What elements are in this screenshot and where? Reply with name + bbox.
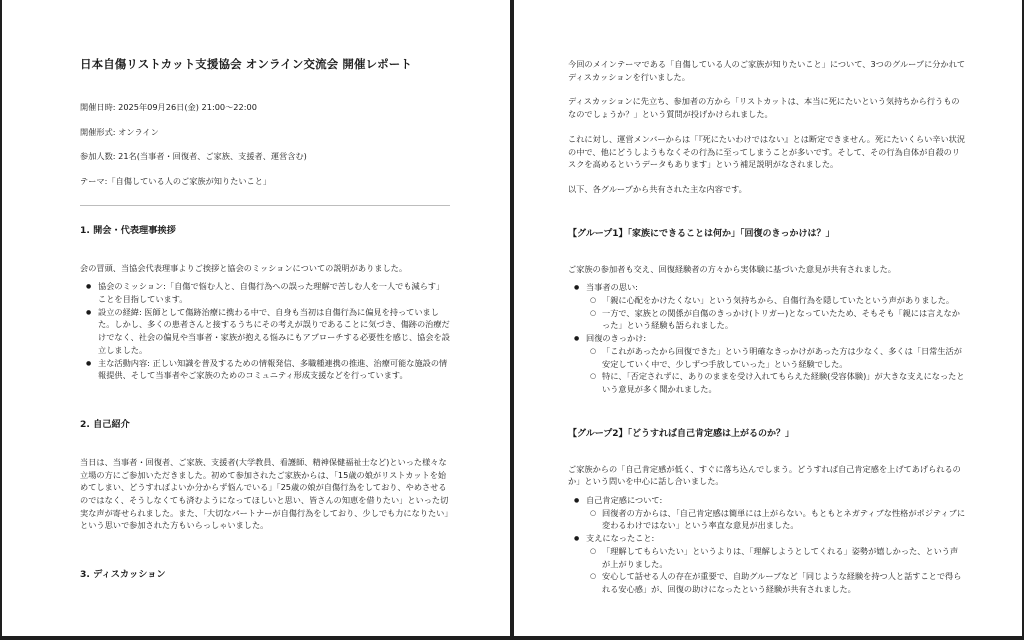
- paragraph: 以下、各グループから共有された主な内容です。: [568, 183, 747, 194]
- document-page-left: [2, 0, 510, 636]
- group1-intro: ご家族の参加者も交え、回復経験者の方々から実体験に基づいた意見が共有されました。: [568, 263, 896, 274]
- section-opening-intro: 会の冒頭、当協会代表理事よりご挨拶と協会のミッションについての説明がありました。: [80, 262, 408, 273]
- list-item: ● 協会のミッション:「自傷で悩む人と、自傷行為への誤った理解で苦しむ人を一人でも減らす」ことを目指しています。: [98, 280, 450, 305]
- document-page-right: [514, 0, 1022, 636]
- section-heading-discussion: 3. ディスカッション: [80, 569, 166, 581]
- list-item: ● 設立の経緯: 医師として傷跡治療に携わる中で、自身も当初は自傷行為に偏見を持っていました。しかし、多くの患者さんと接するうちにその考えが誤りであることに気づき、傷跡の治療だけでなく、社会の偏見や当事者・家族が抱える悩みにもアプローチする必要性を感じ、協会を設立しました。: [98, 306, 450, 357]
- sub-list-item: ○ 「これがあったから回復できた」という明確なきっかけがあった方は少なく、多くは「日常生活が安定していく中で、少しずつ手放していった」という経験でした。: [602, 345, 966, 370]
- event-date: 開催日時: 2025年09月26日(金) 21:00～22:00: [80, 102, 257, 112]
- list-item: [586, 281, 966, 332]
- group2-intro: ご家族からの「自己肯定感が低く、すぐに落ち込んでしまう。どうすれば自己肯定感を上げてあげられるのか」という問いを中心に話し合いました。: [568, 463, 961, 487]
- event-format: 開催形式: オンライン: [80, 126, 159, 137]
- group1-list: [568, 281, 966, 395]
- group2-list: [568, 494, 966, 596]
- opening-bullet-list: [80, 280, 450, 382]
- list-item-label: 回復のきっかけ:: [586, 333, 647, 344]
- sub-list-item: ○ 「理解してもらいたい」というよりは、「理解しようとしてくれる」姿勢が嬉しかった、という声が上がりました。: [602, 545, 966, 570]
- list-item-label: 当事者の思い:: [586, 282, 638, 293]
- paragraph: これに対し、運営メンバーからは「『死にたいわけではない』とは断定できません。死にたいくらい辛い状況の中で、他にどうしようもなくその行為に至ってしまうことが多いです。そして、その行為自体が自殺のリスクを高めるというデータもあります」という補足説明がなされました。: [568, 133, 966, 170]
- report-title: 日本自傷リストカット支援協会 オンライン交流会 開催レポート: [80, 57, 412, 71]
- list-item: [586, 532, 966, 596]
- list-item: [586, 332, 966, 396]
- group2-heading: 【グループ2】「どうすれば自己肯定感は上がるのか？」: [568, 428, 795, 439]
- list-item-label: 支えになったこと:: [586, 533, 655, 544]
- horizontal-divider: [80, 205, 450, 206]
- list-item: [586, 494, 966, 532]
- group1-heading: 【グループ1】「家族にできることは何か」「回復のきっかけは？」: [568, 228, 835, 239]
- section-heading-introductions: 2. 自己紹介: [80, 418, 130, 430]
- sub-list-item: ○ 特に、「否定されずに、ありのままを受け入れてもらえた経験(受容体験)」が大きな支えになったという意見が多く聞かれました。: [602, 370, 966, 395]
- list-item-label: 自己肯定感について:: [586, 495, 663, 506]
- event-participants: 参加人数: 21名(当事者・回復者、ご家族、支援者、運営含む): [80, 151, 307, 162]
- sub-list-item: ○ 安心して話せる人の存在が重要で、自助グループなど「同じような経験を持つ人と話すことで得られる安心感」が、回復の助けになったという経験が共有されました。: [602, 570, 966, 595]
- event-theme: テーマ:「自傷している人のご家族が知りたいこと」: [80, 175, 272, 186]
- section-heading-opening: 1. 開会・代表理事挨拶: [80, 224, 176, 236]
- sub-list-item: ○ 一方で、家族との関係が自傷のきっかけ(トリガー)となっていたため、そもそも「親には言えなかった」という経験も語られました。: [602, 307, 966, 332]
- sub-list-item: ○ 回復者の方からは、「自己肯定感は簡単には上がらない。もともとネガティブな性格がポジティブに変わるわけではない」という率直な意見が出ました。: [602, 507, 966, 532]
- sub-list-item: ○ 「親に心配をかけたくない」という気持ちから、自傷行為を隠していたという声がありました。: [602, 294, 966, 307]
- paragraph: 今回のメインテーマである「自傷している人のご家族が知りたいこと」について、3つのグループに分かれてディスカッションを行いました。: [568, 59, 966, 82]
- paragraph: ディスカッションに先立ち、参加者の方から「リストカットは、本当に死にたいという気持ちから行うものなのでしょうか？」という質問が投げかけられました。: [568, 96, 960, 120]
- section-introductions-body: 当日は、当事者・回復者、ご家族、支援者(大学教員、看護師、精神保健福祉士など)といった様々な立場の方にご参加いただきました。初めて参加されたご家族からは、「15歳の娘がリストカットを始めてしまい、どうすればよいか分からず悩んでいる」「25歳の娘が自傷行為をしており、やめさせるのではなく、そうしなくても済むようになってほしいと思い、皆さんの知恵を借りたい」といった切実な声が寄せられました。また、「大切なパートナーが自傷行為をしており、少しでも力になりたい」という思いで参加された方もいらっしゃいました。: [80, 456, 449, 531]
- list-item: ● 主な活動内容: 正しい知識を普及するための情報発信、多職種連携の推進、治療可能な施設の情報提供、そして当事者やご家族のためのコミュニティ形成支援などを行っています。: [98, 357, 450, 382]
